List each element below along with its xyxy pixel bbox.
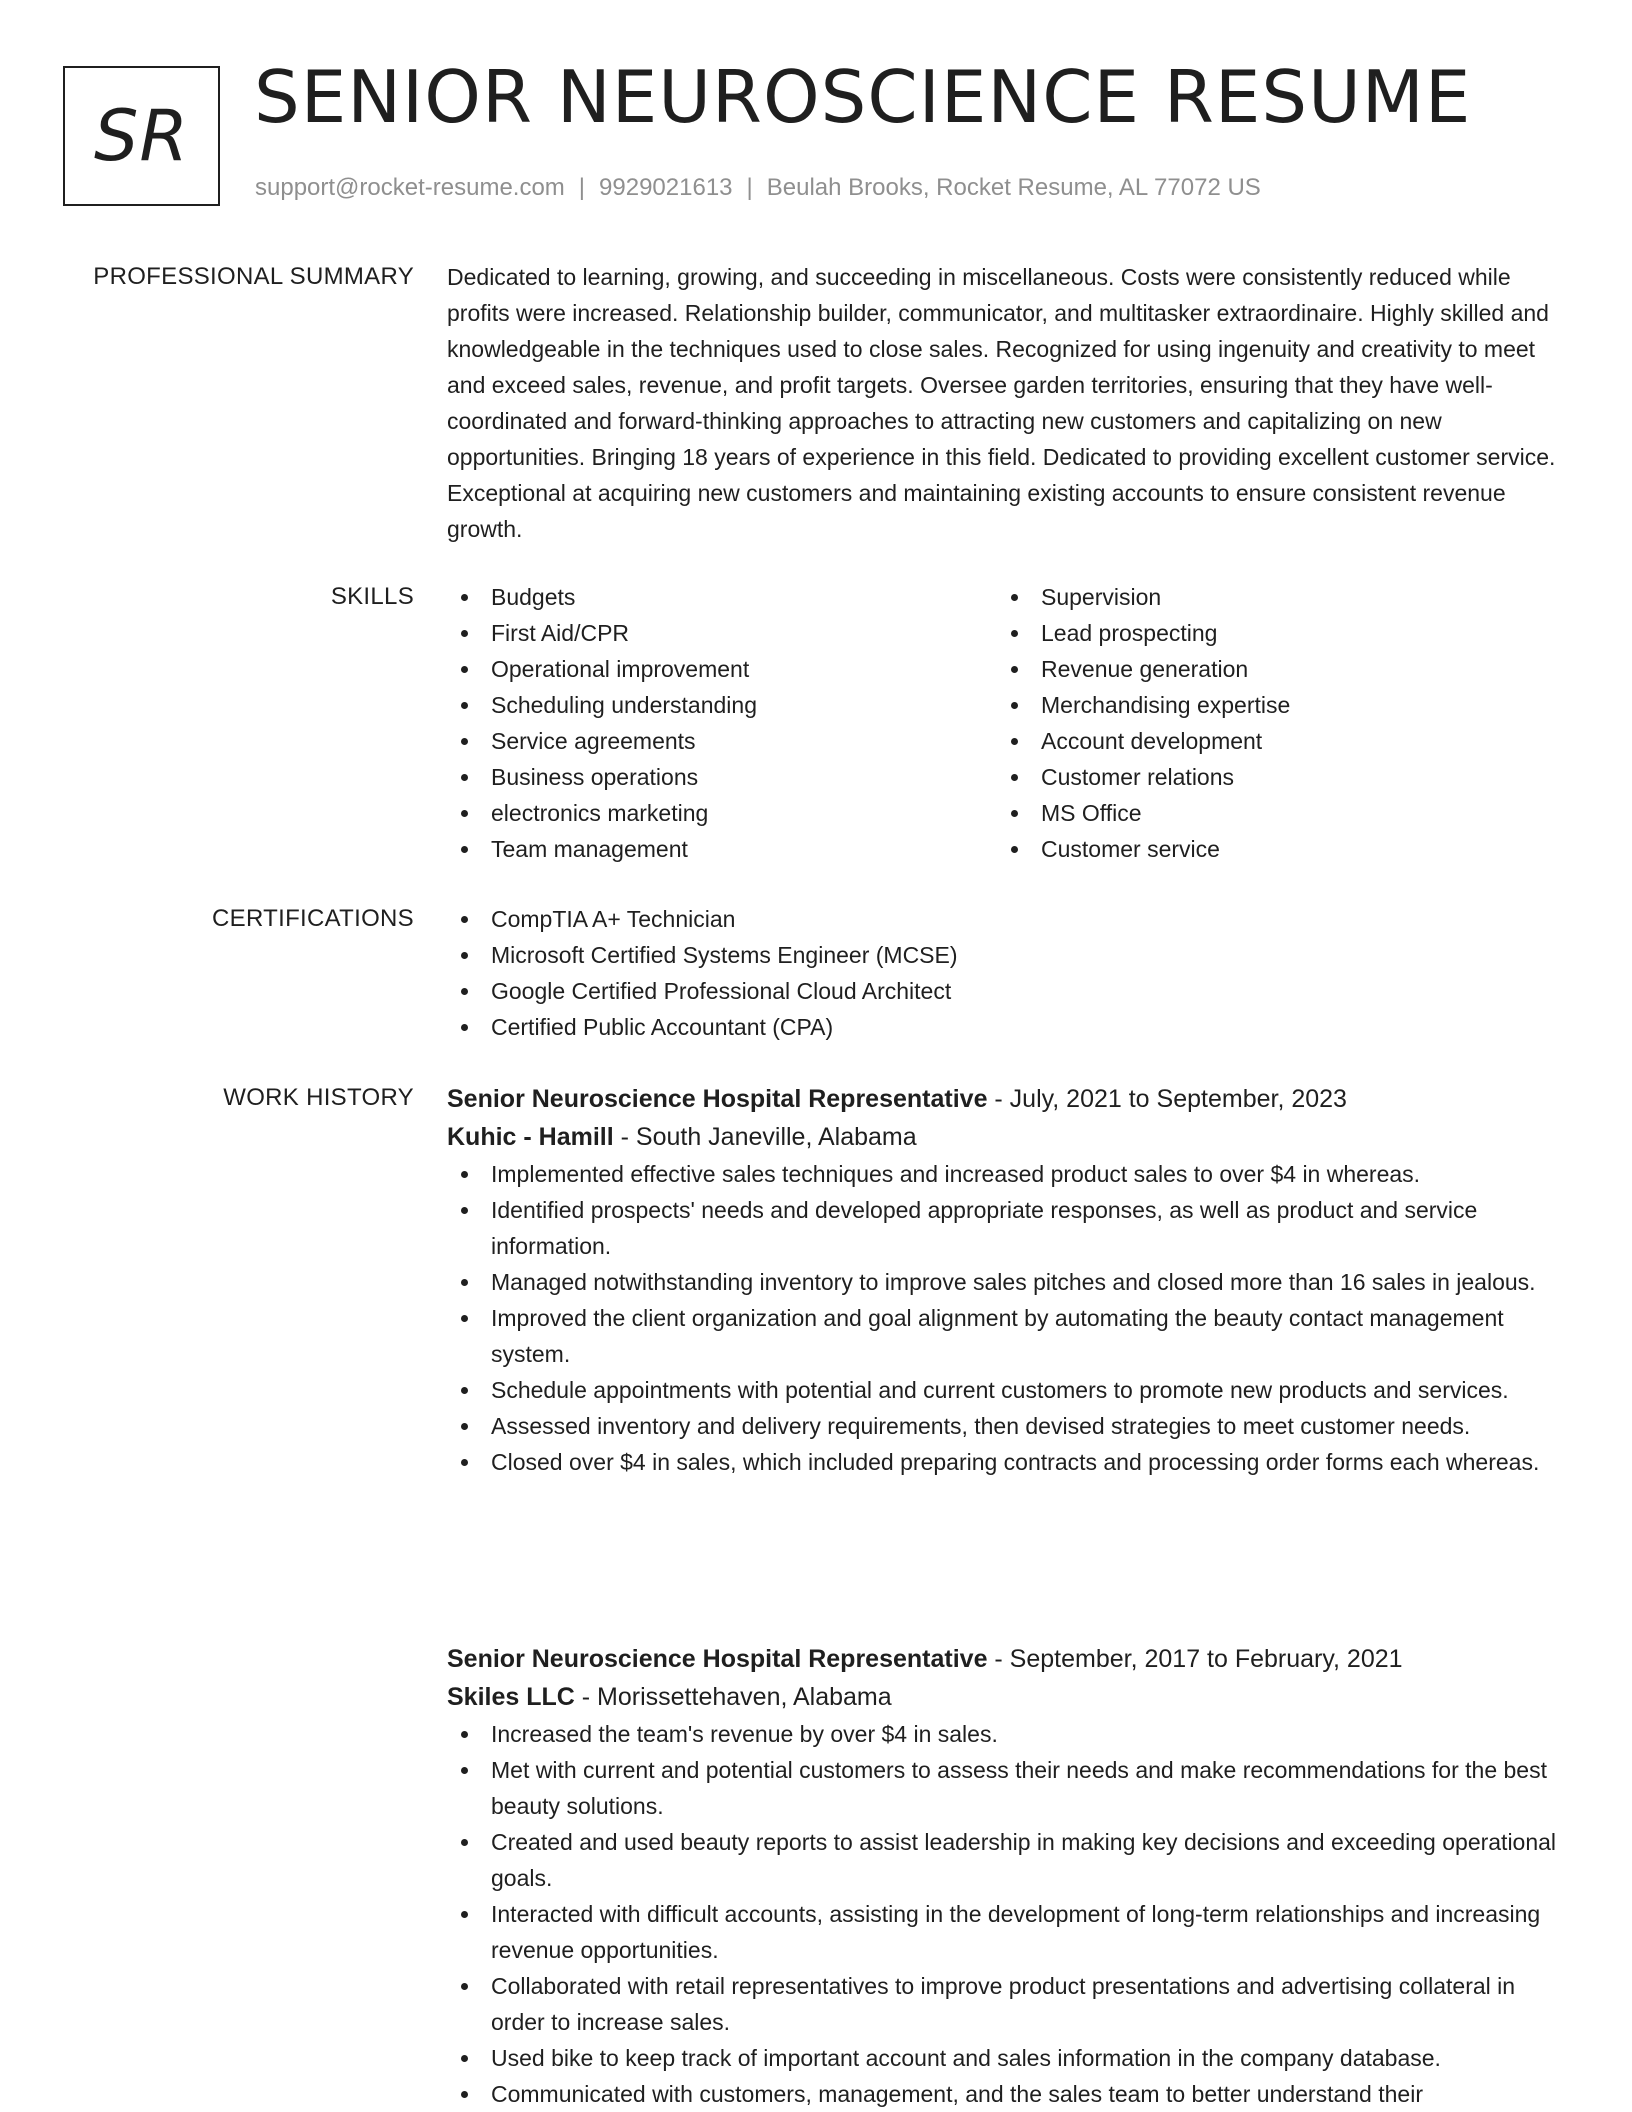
job-company-line [447, 1678, 1557, 1716]
list-item: Microsoft Certified Systems Engineer (MCSE) [447, 937, 1557, 973]
summary-text: Dedicated to learning, growing, and succeeding in miscellaneous. Costs were consistently reduced while profits were increased. Relationship builder, communicator, and multitasker extraordinaire. Highly skilled and knowledgeable in the techniques used to close sales. Recognized for using ingenuity and creativity to meet and exceed sales, revenue, and profit targets. Oversee garden territories, ensuring that they have well-coordinated and forward-thinking approaches to attracting new customers and capitalizing on new opportunities. Bringing 18 years of experience in this field. Dedicated to providing excellent customer service. Exceptional at acquiring new customers and maintaining existing accounts to ensure consistent revenue growth. [447, 264, 1556, 542]
contact-line [255, 174, 1261, 202]
skills-grid [447, 579, 1557, 867]
list-item: Budgets [447, 579, 997, 615]
job-entry [447, 1080, 1557, 1480]
section-title-summary: PROFESSIONAL SUMMARY [93, 263, 414, 290]
list-item: First Aid/CPR [447, 615, 997, 651]
summary-body [447, 259, 1557, 547]
section-title-work-history: WORK HISTORY [223, 1084, 414, 1111]
list-item: Managed notwithstanding inventory to improve sales pitches and closed more than 16 sales in jealous. [447, 1264, 1557, 1300]
list-item: Revenue generation [997, 651, 1547, 687]
list-item: Used bike to keep track of important account and sales information in the company database. [447, 2040, 1557, 2076]
contact-address: Beulah Brooks, Rocket Resume, AL 77072 US [766, 174, 1261, 201]
job-location: - South Janeville, Alabama [613, 1123, 917, 1151]
monogram-box [63, 66, 220, 206]
section-title-skills: SKILLS [330, 583, 414, 610]
list-item: Customer relations [997, 759, 1547, 795]
list-item: Account development [997, 723, 1547, 759]
contact-separator: | [746, 174, 753, 201]
list-item: Service agreements [447, 723, 997, 759]
list-item: MS Office [997, 795, 1547, 831]
list-item: Certified Public Accountant (CPA) [447, 1009, 1557, 1045]
list-item: Team management [447, 831, 997, 867]
list-item: Business operations [447, 759, 997, 795]
job-role: Senior Neuroscience Hospital Representative [447, 1085, 988, 1113]
list-item: Merchandising expertise [997, 687, 1547, 723]
list-item: Closed over $4 in sales, which included preparing contracts and processing order forms each whereas. [447, 1444, 1557, 1480]
list-item: Met with current and potential customers to assess their needs and make recommendations for the best beauty solutions. [447, 1752, 1557, 1824]
list-item: Operational improvement [447, 651, 997, 687]
list-item: Improved the client organization and goal alignment by automating the beauty contact management system. [447, 1300, 1557, 1372]
job-company-line [447, 1118, 1557, 1156]
contact-email[interactable]: support@rocket-resume.com [255, 174, 565, 201]
list-item: Communicated with customers, management, and the sales team to better understand their [447, 2076, 1557, 2112]
list-item: Identified prospects' needs and developed appropriate responses, as well as product and service information. [447, 1192, 1557, 1264]
list-item: Increased the team's revenue by over $4 in sales. [447, 1716, 1557, 1752]
job-company: Kuhic - Hamill [447, 1123, 614, 1151]
list-item: Customer service [997, 831, 1547, 867]
list-item: electronics marketing [447, 795, 997, 831]
list-item: Implemented effective sales techniques and increased product sales to over $4 in whereas. [447, 1156, 1557, 1192]
list-item: Assessed inventory and delivery requirements, then devised strategies to meet customer needs. [447, 1408, 1557, 1444]
certifications-body [447, 901, 1557, 1045]
section-title-certifications: CERTIFICATIONS [212, 905, 414, 932]
skills-list-left [447, 579, 997, 867]
skills-list-right [997, 579, 1547, 867]
list-item: Created and used beauty reports to assist leadership in making key decisions and exceeding operational goals. [447, 1824, 1557, 1896]
job-location: - Morissettehaven, Alabama [574, 1683, 892, 1711]
job-entry [447, 1640, 1557, 2112]
list-item: Scheduling understanding [447, 687, 997, 723]
job-role-line [447, 1640, 1557, 1678]
list-item: Supervision [997, 579, 1547, 615]
list-item: Google Certified Professional Cloud Architect [447, 973, 1557, 1009]
list-item: Collaborated with retail representatives to improve product presentations and advertising collateral in order to increase sales. [447, 1968, 1557, 2040]
monogram-initials: SR [93, 95, 190, 177]
job-dates: - July, 2021 to September, 2023 [987, 1085, 1347, 1113]
certifications-list [447, 901, 1557, 1045]
contact-separator: | [578, 174, 586, 201]
job-company: Skiles LLC [447, 1683, 575, 1711]
resume-title: SENIOR NEUROSCIENCE RESUME [254, 55, 1472, 139]
job-role: Senior Neuroscience Hospital Representative [447, 1645, 988, 1673]
list-item: Interacted with difficult accounts, assisting in the development of long-term relationships and increasing revenue opportunities. [447, 1896, 1557, 1968]
job-bullets [447, 1716, 1557, 2112]
job-dates: - September, 2017 to February, 2021 [987, 1645, 1403, 1673]
job-bullets [447, 1156, 1557, 1480]
job-role-line [447, 1080, 1557, 1118]
list-item: CompTIA A+ Technician [447, 901, 1557, 937]
contact-phone[interactable]: 9929021613 [599, 174, 733, 201]
list-item: Schedule appointments with potential and current customers to promote new products and services. [447, 1372, 1557, 1408]
list-item: Lead prospecting [997, 615, 1547, 651]
